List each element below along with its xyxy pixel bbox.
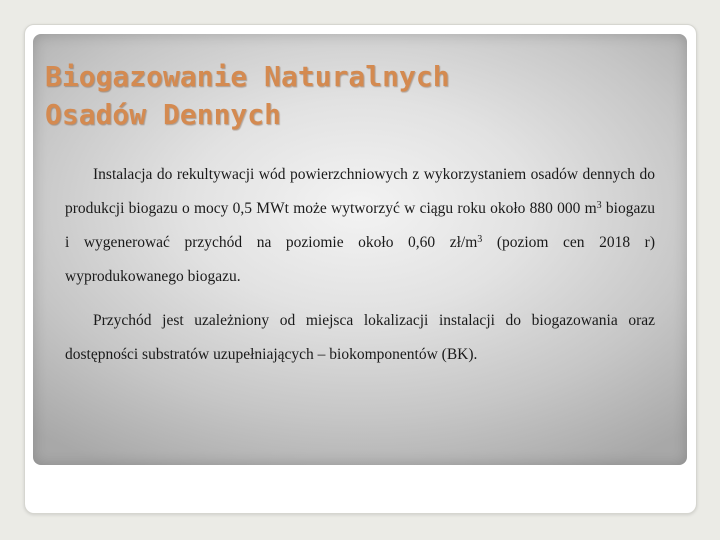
slide-title <box>45 58 645 134</box>
paragraph-1-text-a: Instalacja do rekultywacji wód powierzchniowych z wykorzystaniem osadów dennych do produkcji biogazu o mocy 0,5 MWt może wytworzyć w ciągu roku około 880 000 m <box>65 166 655 217</box>
paragraph-installation <box>65 158 655 294</box>
paragraph-revenue: Przychód jest uzależniony od miejsca lokalizacji instalacji do biogazowania oraz dostępności substratów uzupełniających – biokomponentów (BK). <box>65 312 655 363</box>
superscript-cubic-1: 3 <box>596 200 602 211</box>
title-line-2: Osadów Dennych <box>45 98 282 131</box>
superscript-cubic-2: 3 <box>477 234 483 245</box>
content-panel <box>33 34 687 465</box>
body-text <box>65 158 655 372</box>
paragraph-1-text-b: biogazu i wygenerować przychód na poziomie około 0,60 zł/m <box>65 200 655 251</box>
paragraph-1-text-c: (poziom cen 2018 r) wyprodukowanego biogazu. <box>65 234 655 285</box>
title-line-1: Biogazowanie Naturalnych <box>45 60 450 93</box>
